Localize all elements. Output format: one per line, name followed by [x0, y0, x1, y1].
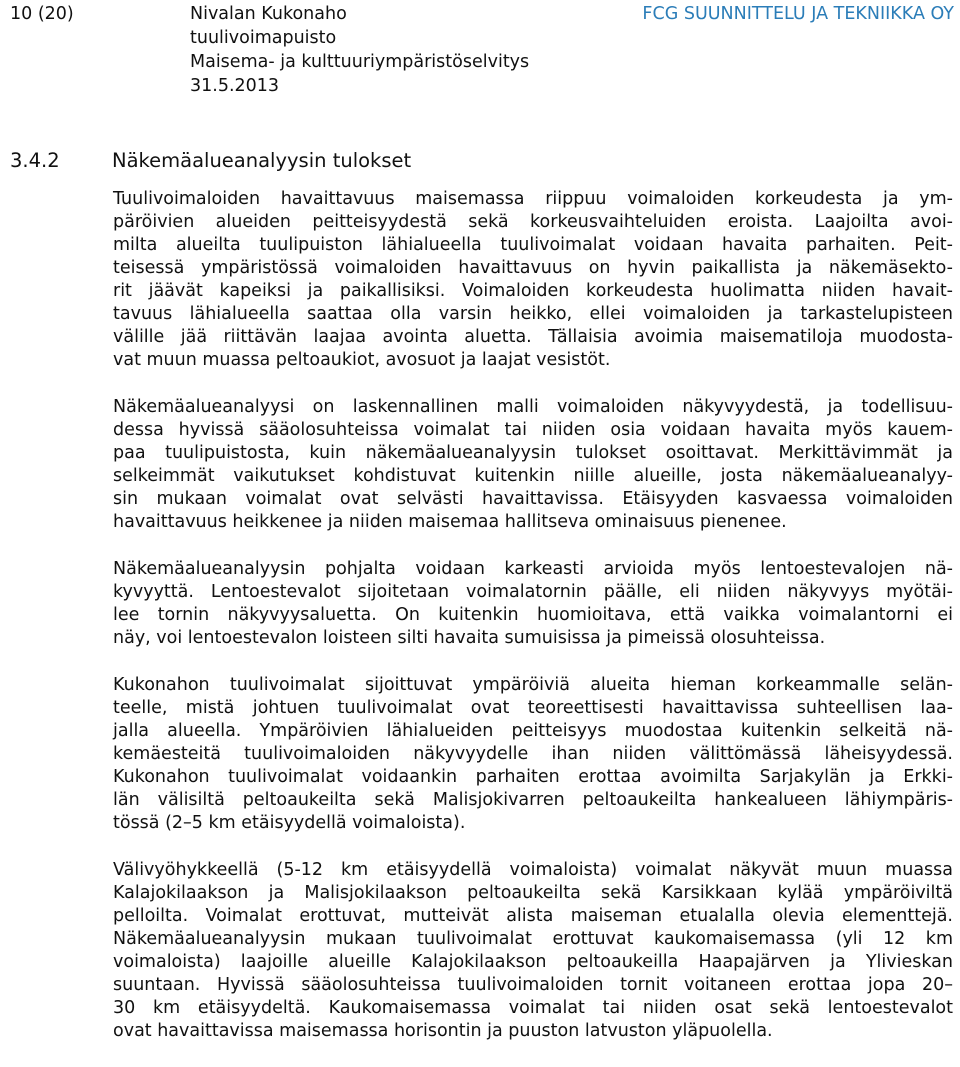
paragraph-line: jalla alueella. Ympäröivien lähialueiden peitteisyys muodostaa kuitenkin selkeitä nä-: [113, 721, 953, 741]
paragraph-line: Näkemäalueanalyysin mukaan tuulivoimalat erottuvat kaukomaisemassa (yli 12 km: [113, 929, 953, 949]
paragraph-line: paa tuulipuistosta, kuin näkemäalueanalyysin tulokset osoittavat. Merkittävimmät ja: [113, 443, 953, 463]
page-header: [0, 2, 960, 102]
paragraph-line: Tuulivoimaloiden havaittavuus maisemassa riippuu voimaloiden korkeudesta ja ym-: [113, 189, 953, 209]
paragraph-line: suuntaan. Hyvissä sääolosuhteissa tuulivoimaloiden tornit voitaneen erottaa jopa 20–: [113, 975, 953, 995]
paragraph-line: Kalajokilaakson ja Malisjokilaakson peltoaukeilta sekä Karsikkaan kylää ympäröiviltä: [113, 883, 953, 903]
document-title-line-2: tuulivoimapuisto: [190, 28, 337, 48]
paragraph-line: Välivyöhykkeellä (5-12 km etäisyydellä voimaloista) voimalat näkyvät muun muassa: [113, 860, 953, 880]
paragraph-line: tavuus lähialueella saattaa olla varsin heikko, ellei voimaloiden ja tarkastelupisteen: [113, 304, 953, 324]
paragraph-line: Kukonahon tuulivoimalat sijoittuvat ympäröiviä alueita hieman korkeammalle selän-: [113, 675, 953, 695]
paragraph-line: kyvyyttä. Lentoestevalot sijoitetaan voimalatornin päälle, eli niiden näkyvyys myötäi-: [113, 582, 953, 602]
document-title-line-1: Nivalan Kukonaho: [190, 4, 347, 24]
paragraph: [113, 674, 953, 835]
section-number: 3.4.2: [10, 149, 60, 172]
paragraph-line: Kukonahon tuulivoimalat voidaankin parhaiten erottaa avoimilta Sarjakylän ja Erkki-: [113, 767, 953, 787]
paragraph-line: lee tornin näkyvyysaluetta. On kuitenkin huomioitava, että vaikka voimalantorni ei: [113, 605, 953, 625]
paragraph-line: 30 km etäisyydeltä. Kaukomaisemassa voimalat tai niiden osat sekä lentoestevalot: [113, 998, 953, 1018]
paragraph: [113, 396, 953, 534]
paragraph-line: voimaloista) laajoille alueille Kalajokilaakson peltoaukeilla Haapajärven ja Ylivieskan: [113, 952, 953, 972]
paragraph-line: näy, voi lentoestevalon loisteen silti havaita sumuisissa ja pimeissä olosuhteissa.: [113, 628, 826, 648]
paragraph-line: teelle, mistä johtuen tuulivoimalat ovat teoreettisesti havaittavissa suhteellisen laa-: [113, 698, 953, 718]
paragraph: [113, 558, 953, 650]
section-title: Näkemäalueanalyysin tulokset: [112, 149, 412, 172]
paragraph-line: rit jäävät kapeiksi ja paikallisiksi. Voimaloiden korkeudesta huolimatta niiden havait-: [113, 281, 953, 301]
paragraph-line: päröivien alueiden peitteisyydestä sekä korkeusvaihteluiden eroista. Laajoilta avoi-: [113, 212, 953, 232]
paragraph-line: teisessä ympäristössä voimaloiden havaittavuus on hyvin paikallista ja näkemäsekto-: [113, 258, 953, 278]
paragraph-line: kemäesteitä tuulivoimaloiden näkyvyydelle ihan niiden välittömässä läheisyydessä.: [113, 744, 953, 764]
company-name: FCG SUUNNITTELU JA TEKNIIKKA OY: [642, 4, 954, 24]
paragraph-line: sin mukaan voimalat ovat selvästi havaittavissa. Etäisyyden kasvaessa voimaloiden: [113, 489, 953, 509]
document-date: 31.5.2013: [190, 76, 280, 96]
document-title-block: [190, 2, 529, 98]
body-text: [113, 188, 953, 1067]
paragraph-line: pelloilta. Voimalat erottuvat, mutteivät alista maiseman etualalla olevia elementtejä.: [113, 906, 953, 926]
paragraph-line: havaittavuus heikkenee ja niiden maisemaa hallitseva ominaisuus pienenee.: [113, 512, 787, 532]
paragraph-line: Näkemäalueanalyysin pohjalta voidaan karkeasti arvioida myös lentoestevalojen nä-: [113, 559, 953, 579]
paragraph-line: välille jää riittävän laajaa avointa aluetta. Tällaisia avoimia maisematiloja muodosta-: [113, 327, 953, 347]
paragraph: [113, 188, 953, 372]
paragraph-line: län välisiltä peltoaukeilta sekä Malisjokivarren peltoaukeilta hankealueen lähiympäris-: [113, 790, 953, 810]
document-subtitle: Maisema- ja kulttuuriympäristöselvitys: [190, 52, 530, 72]
paragraph-line: selkeimmät vaikutukset kohdistuvat kuitenkin niille alueille, josta näkemäalueanalyy-: [113, 466, 953, 486]
paragraph-line: Näkemäalueanalyysi on laskennallinen malli voimaloiden näkyvyydestä, ja todellisuu-: [113, 397, 953, 417]
paragraph: [113, 859, 953, 1043]
paragraph-line: tössä (2–5 km etäisyydellä voimaloista).: [113, 813, 466, 833]
paragraph-line: vat muun muassa peltoaukiot, avosuot ja laajat vesistöt.: [113, 350, 611, 370]
paragraph-line: milta alueilta tuulipuiston lähialueella tuulivoimalat voidaan havaita parhaiten. Peit-: [113, 235, 953, 255]
paragraph-line: ovat havaittavissa maisemassa horisontin ja puuston latvuston yläpuolella.: [113, 1021, 773, 1041]
page-number: 10 (20): [10, 4, 74, 24]
paragraph-line: dessa hyvissä sääolosuhteissa voimalat tai niiden osia voidaan havaita myös kauem-: [113, 420, 953, 440]
section-heading: [10, 147, 411, 175]
